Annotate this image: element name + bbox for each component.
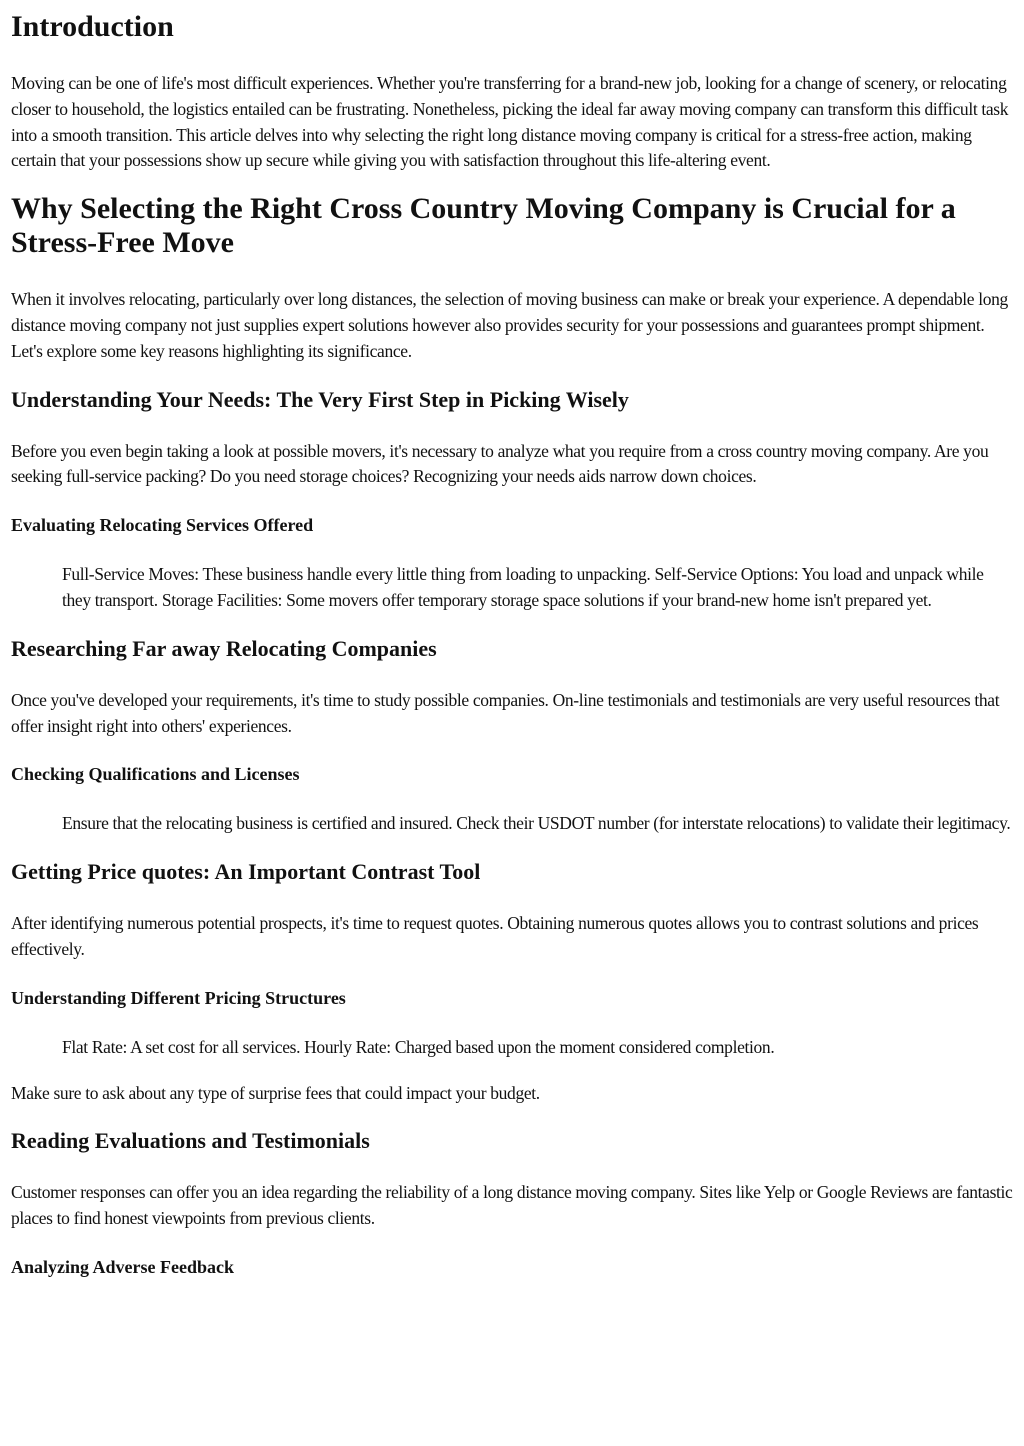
section-paragraph-research: Once you've developed your requirements, it's time to study possible companies. On-line testimonials and testimonials are very useful resources that offer insight right into others' experiences.	[11, 689, 1000, 736]
section-heading-needs: Understanding Your Needs: The Very First Step in Picking Wisely	[11, 386, 629, 412]
section-paragraph-fees: Make sure to ask about any type of surprise fees that could impact your budget.	[11, 1082, 540, 1103]
section-heading-research: Researching Far away Relocating Companies	[11, 635, 437, 661]
section-paragraph-quotes: After identifying numerous potential prospects, it's time to request quotes. Obtaining numerous quotes allows you to contrast solutions and prices effectively.	[11, 913, 979, 959]
section-heading-quotes: Getting Price quotes: An Important Contrast Tool	[11, 859, 481, 885]
quote-services: Full-Service Moves: These business handle every little thing from loading to unpacking. Self-Service Options: You load and unpack while they transport. Storage Facilities: Some movers offer temporary storage space solutions if your brand-new home isn't prepared yet.	[62, 564, 984, 610]
intro-paragraph: Moving can be one of life's most difficult experiences. Whether you're transferring for a brand-new job, looking for a change of scenery, or relocating closer to household, the logistics entailed can be frustrating. Nonetheless, picking the ideal far away moving company can transform this difficult task into a smooth transition. This article delves into why selecting the right long distance moving company is critical for a stress-free action, making certain that your possessions show up secure while giving you with satisfaction throughout this life-altering event.	[11, 73, 1009, 171]
quote-licenses: Ensure that the relocating business is certified and insured. Check their USDOT number (for interstate relocations) to validate their legitimacy.	[62, 813, 1011, 834]
subheading-services: Evaluating Relocating Services Offered	[11, 515, 314, 536]
main-paragraph: When it involves relocating, particularly over long distances, the selection of moving business can make or break your experience. A dependable long distance moving company not just supplies expert solutions however also provides security for your possessions and guarantees prompt shipment. Let's explore some key reasons highlighting its significance.	[11, 289, 1008, 361]
subheading-licenses: Checking Qualifications and Licenses	[11, 764, 300, 785]
section-heading-reviews: Reading Evaluations and Testimonials	[11, 1128, 370, 1154]
subheading-feedback: Analyzing Adverse Feedback	[11, 1256, 234, 1277]
quote-pricing: Flat Rate: A set cost for all services. Hourly Rate: Charged based upon the moment considered completion.	[62, 1036, 775, 1057]
section-paragraph-needs: Before you even begin taking a look at possible movers, it's necessary to analyze what you require from a cross country moving company. Are you seeking full-service packing? Do you need storage choices? Recognizing your needs aids narrow down choices.	[11, 440, 989, 487]
main-heading: Why Selecting the Right Cross Country Moving Company is Crucial for a Stress-Free Move	[11, 192, 956, 260]
subheading-pricing: Understanding Different Pricing Structures	[11, 987, 346, 1008]
section-paragraph-reviews: Customer responses can offer you an idea regarding the reliability of a long distance moving company. Sites like Yelp or Google Reviews are fantastic places to find honest viewpoints from previous clients.	[11, 1182, 1013, 1229]
article	[11, 0, 1013, 1278]
intro-heading: Introduction	[11, 10, 174, 43]
